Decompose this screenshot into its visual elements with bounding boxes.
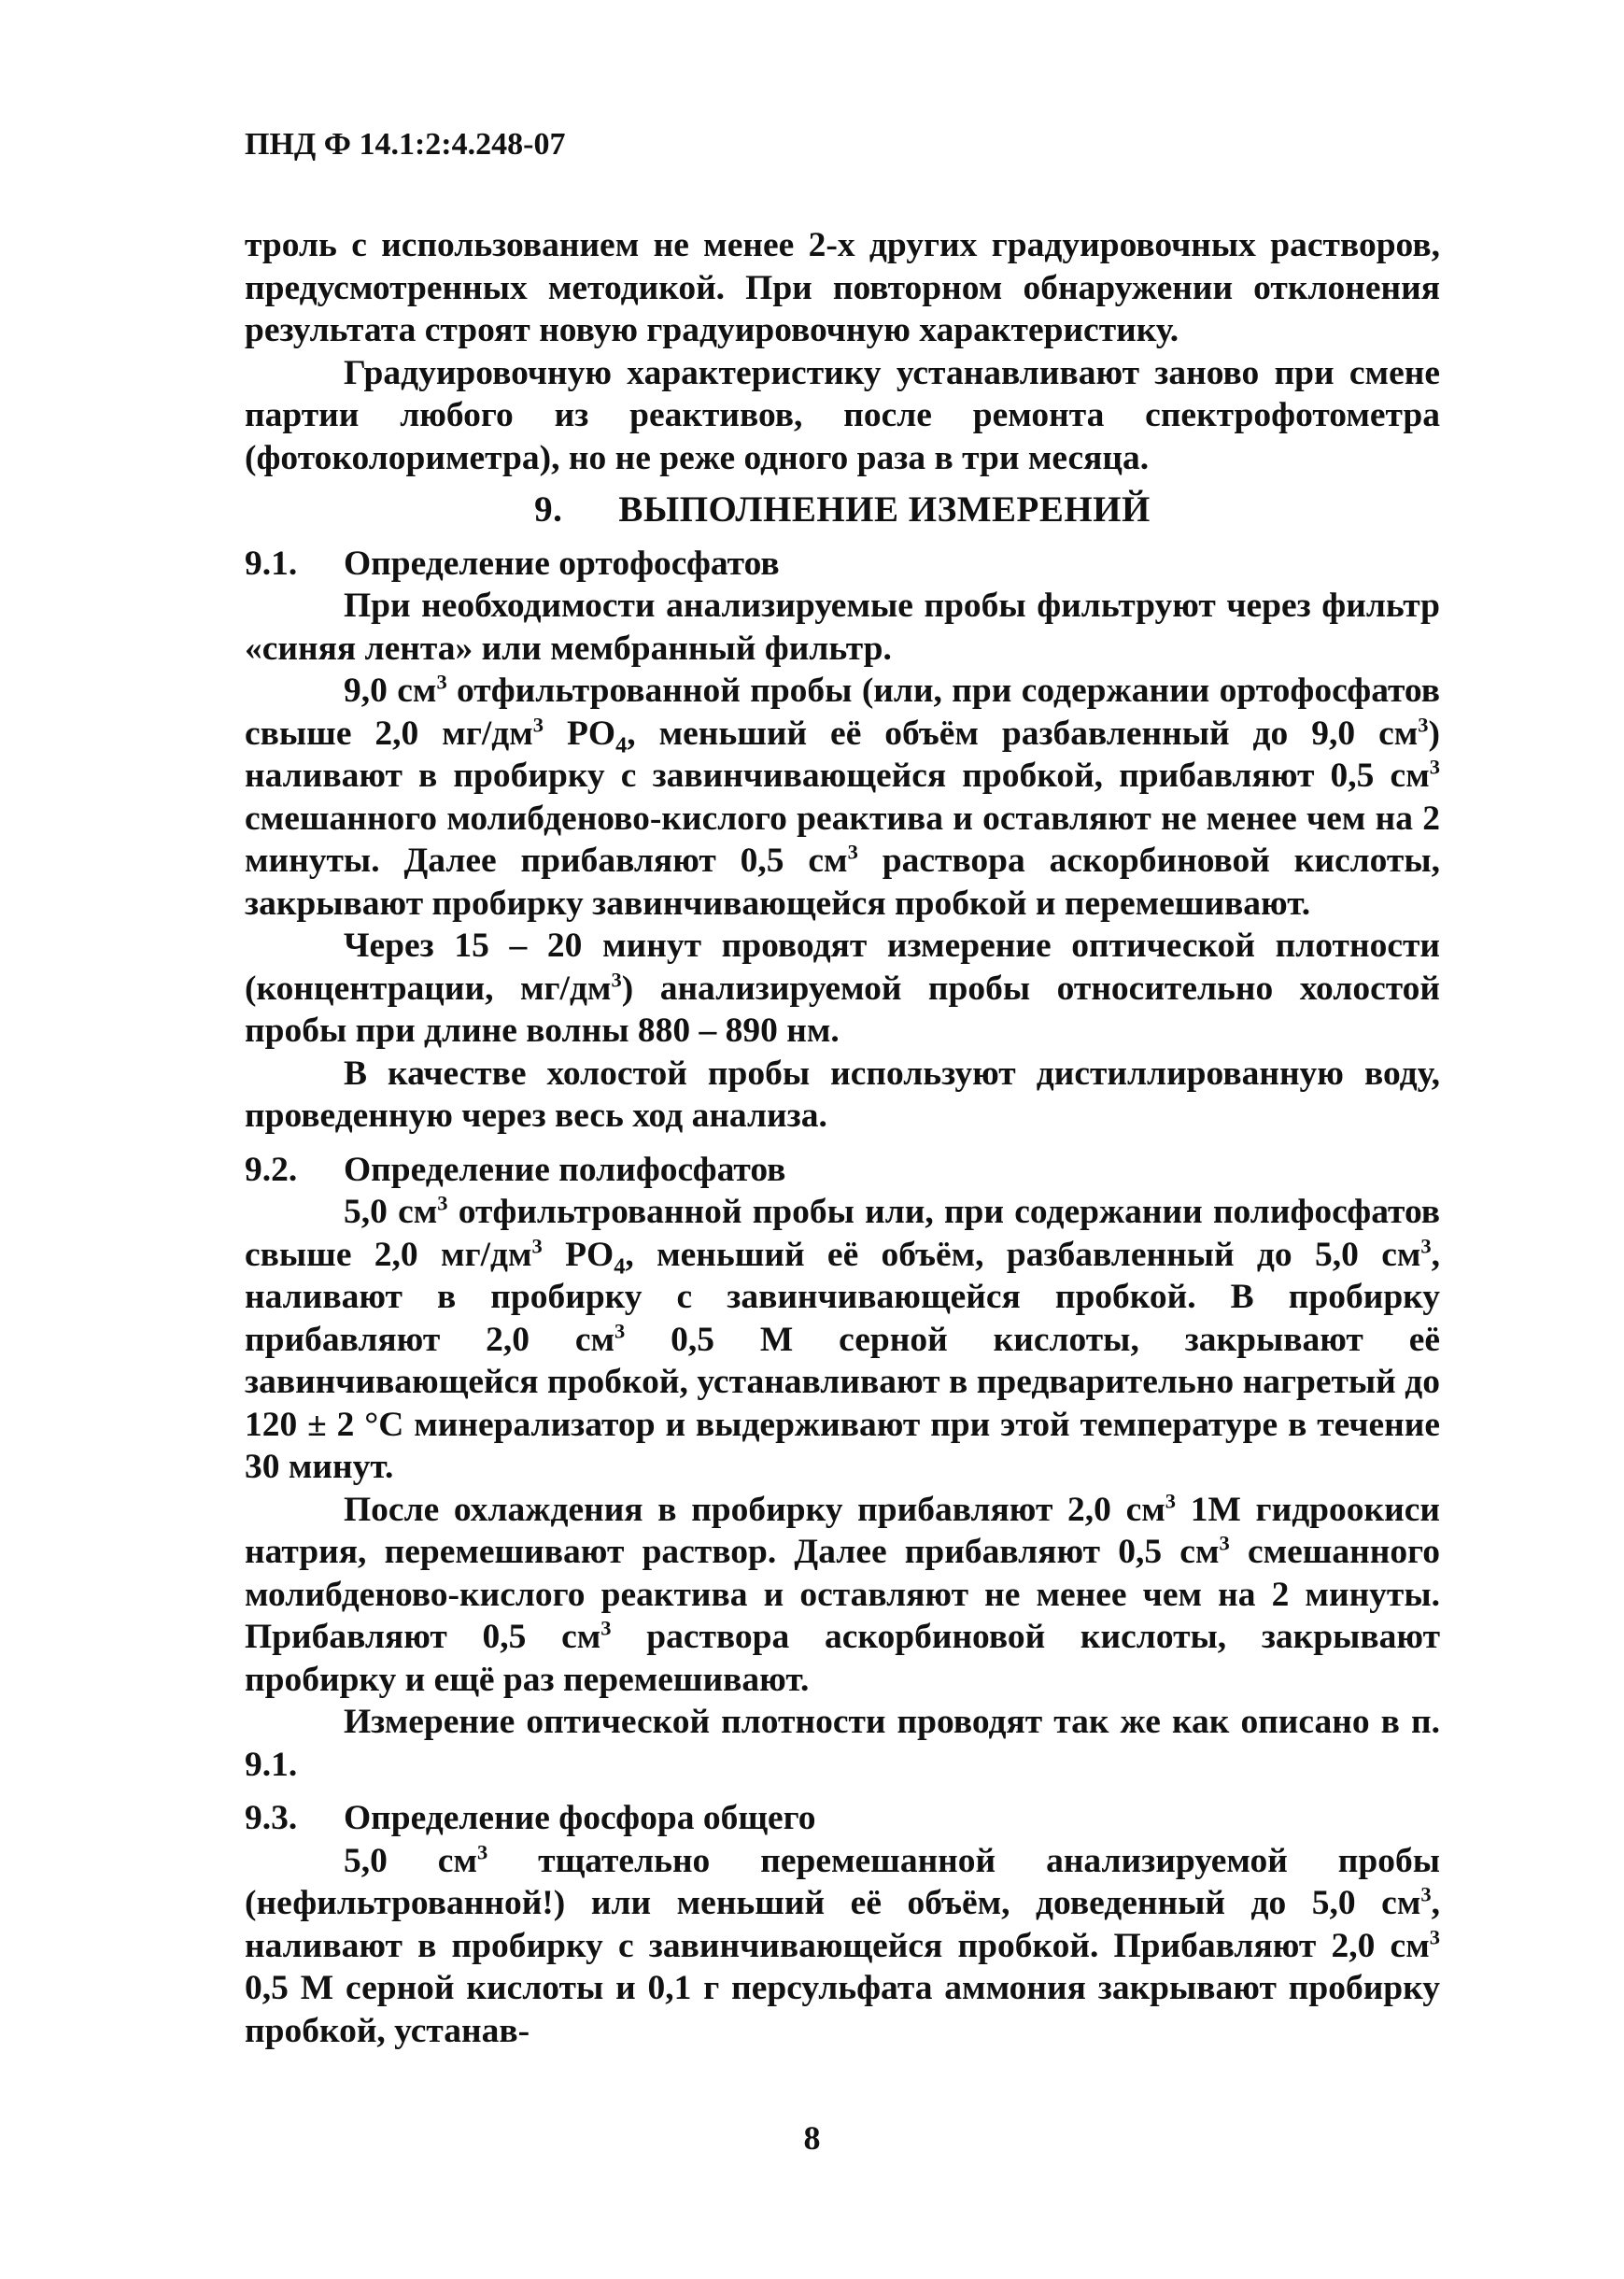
subsection-title: Определение фосфора общего [344,1799,816,1837]
paragraph-total-phosphorus-procedure: 5,0 $см^3$ тщательно перемешанной анализируемой пробы (нефильтрованной!) или меньший её объём, доведенный до 5,0 $см^3$, наливают в пробирку с завинчивающейся пробкой. Прибавляют 2,0 $см^3$ 0,5 М серной кислоты и 0,1 г персульфата аммония закрывают пробирку пробкой, устанав- [245,1840,1440,2050]
section-title: ВЫПОЛНЕНИЕ ИЗМЕРЕНИЙ [618,489,1151,530]
paragraph-filtration: При необходимости анализируемые пробы фильтруют через фильтр «синяя лента» или мембранный фильтр. [245,587,1440,668]
page-body [245,224,1440,2052]
paragraph-optical-density: Через 15 – 20 минут проводят измерение оптической плотности (концентрации, $мг/дм^3$) анализируемой пробы относительно холостой пробы при длине волны 880 – 890 нм. [245,927,1440,1050]
subsection-heading-9-2 [245,1149,1440,1192]
subsection-title: Определение ортофосфатов [344,544,780,583]
paragraph-polyphosphate-procedure: 5,0 $см^3$ отфильтрованной пробы или, при содержании полифосфатов свыше 2,0 $мг/дм^3$ $PO_4$, меньший её объём, разбавленный до 5,0 $см^3$, наливают в пробирку с завинчивающейся пробкой. В пробирку прибавляют 2,0 $см^3$ 0,5 М серной кислоты, закрывают её завинчивающейся пробкой, устанавливают в предварительно нагретый до 120 ± 2 °С минерализатор и выдерживают при этой температуре в течение 30 минут. [245,1191,1441,1486]
paragraph-calibration-renewal: Градуировочную характеристику устанавливают заново при смене партии любого из реактивов, после ремонта спектрофотометра (фотоколориметра), но не реже одного раза в три месяца. [245,353,1440,477]
page-number: 8 [803,2119,821,2157]
subsection-number: 9.2. [245,1150,298,1189]
paragraph-after-cooling: После охлаждения в пробирку прибавляют 2,0 $см^3$ 1М гидроокиси натрия, перемешивают раствор. Далее прибавляют 0,5 $см^3$ смешанного молибденово-кислого реактива и оставляют не менее чем на 2 минуты. Прибавляют 0,5 $см^3$ раствора аскорбиновой кислоты, закрывают пробирку и ещё раз перемешивают. [245,1489,1440,1699]
subsection-heading-9-1 [245,543,1440,586]
paragraph-blank-sample: В качестве холостой пробы используют дистиллированную воду, проведенную через весь ход анализа. [245,1054,1440,1135]
section-number: 9. [534,489,563,530]
subsection-number: 9.3. [245,1799,298,1837]
paragraph-orthophosphate-procedure: 9,0 $см^3$ отфильтрованной пробы (или, при содержании ортофосфатов свыше 2,0 $мг/дм^3$ $PO_4$, меньший её объём разбавленный до 9,0 $см^3$) наливают в пробирку с завинчивающейся пробкой, прибавляют 0,5 $см^3$ смешанного молибденово-кислого реактива и оставляют не менее чем на 2 минуты. Далее прибавляют 0,5 $см^3$ раствора аскорбиновой кислоты, закрывают пробирку завинчивающейся пробкой и перемешивают. [245,670,1441,923]
paragraph-continuation: троль с использованием не менее 2-х других градуировочных растворов, предусмотренных методикой. При повторном обнаружении отклонения результата строят новую градуировочную характеристику. [245,226,1440,349]
document-code-header: ПНД Ф 14.1:2:4.248-07 [245,127,566,162]
section-heading [245,488,1440,531]
subsection-title: Определение полифосфатов [344,1150,786,1189]
paragraph-measurement-reference: Измерение оптической плотности проводят так же как описано в п. 9.1. [245,1703,1440,1784]
subsection-number: 9.1. [245,544,298,583]
subsection-heading-9-3 [245,1797,1440,1840]
